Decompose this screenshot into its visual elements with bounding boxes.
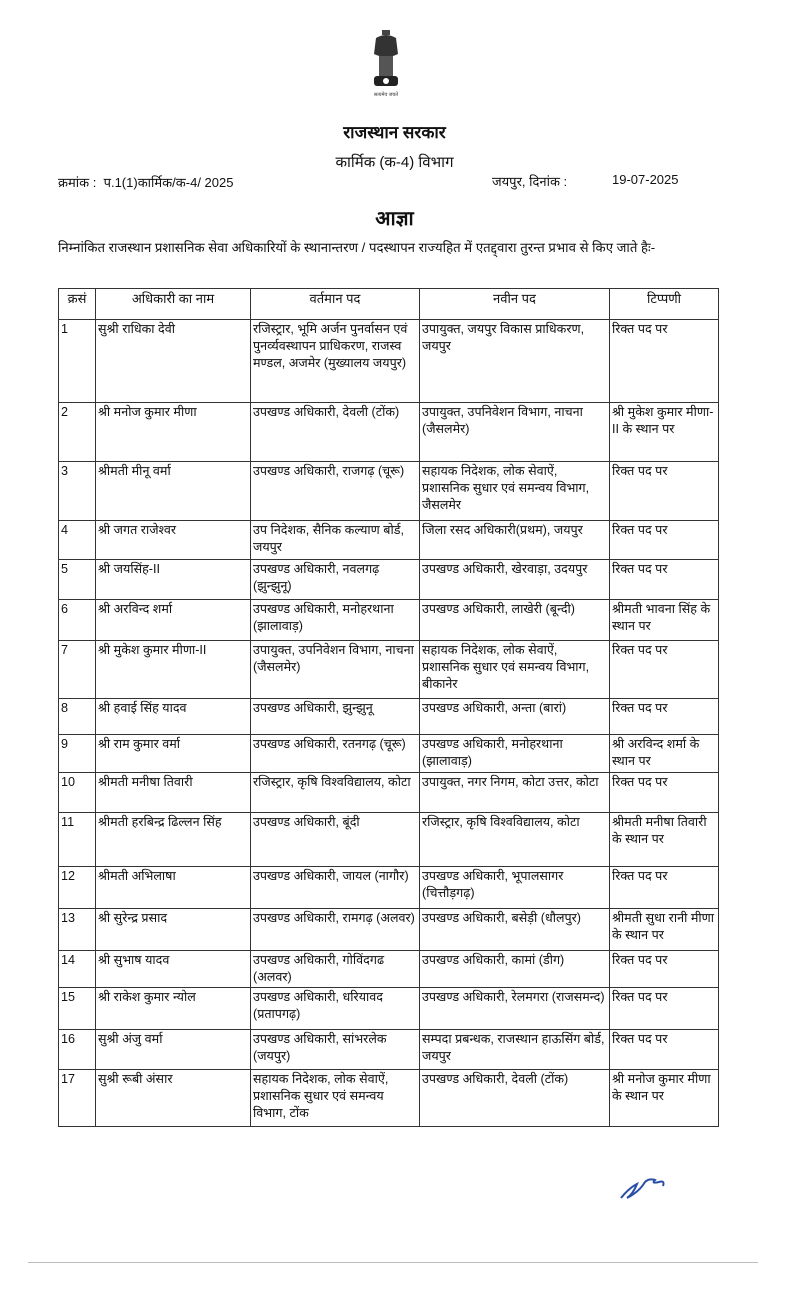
current-post-cell: उपखण्ड अधिकारी, नवलगढ़ (झुन्झुनू)	[251, 560, 420, 600]
order-title: आज्ञा	[375, 208, 414, 230]
officer-name-cell: श्री सुरेन्द्र प्रसाद	[96, 909, 251, 951]
table-row	[59, 813, 719, 867]
current-post-cell: उपखण्ड अधिकारी, झुन्झुनू	[251, 699, 420, 735]
reference-value: प.1(1)कार्मिक/क-4/ 2025	[103, 175, 234, 190]
new-post-cell: सहायक निदेशक, लोक सेवाऐं, प्रशासनिक सुधार एवं समन्वय विभाग, बीकानेर	[420, 641, 610, 699]
current-post-cell: सहायक निदेशक, लोक सेवाऐं, प्रशासनिक सुधार एवं समन्वय विभाग, टोंक	[251, 1070, 420, 1127]
serial-cell: 17	[59, 1070, 96, 1127]
serial-cell: 8	[59, 699, 96, 735]
serial-cell: 2	[59, 403, 96, 462]
column-header: अधिकारी का नाम	[96, 289, 251, 320]
column-header: टिप्पणी	[610, 289, 719, 320]
serial-cell: 3	[59, 462, 96, 521]
officer-name-cell: श्री जयसिंह-II	[96, 560, 251, 600]
table-row	[59, 773, 719, 813]
remark-cell: श्रीमती सुधा रानी मीणा के स्थान पर	[610, 909, 719, 951]
serial-cell: 9	[59, 735, 96, 773]
table-row	[59, 320, 719, 403]
table-row	[59, 699, 719, 735]
current-post-cell: उपखण्ड अधिकारी, जायल (नागौर)	[251, 867, 420, 909]
table-row	[59, 951, 719, 988]
new-post-cell: सहायक निदेशक, लोक सेवाऐं, प्रशासनिक सुधार एवं समन्वय विभाग, जैसलमेर	[420, 462, 610, 521]
table-row	[59, 1070, 719, 1127]
serial-cell: 11	[59, 813, 96, 867]
state-emblem-icon	[362, 28, 410, 98]
new-post-cell: उपखण्ड अधिकारी, देवली (टोंक)	[420, 1070, 610, 1127]
intro-text: निम्नांकित राजस्थान प्रशासनिक सेवा अधिकारियों के स्थानान्तरण / पदस्थापन राज्यहित में एतद्द्वारा तुरन्त प्रभाव से किए जाते हैः-	[58, 240, 656, 255]
remark-cell: श्री मुकेश कुमार मीणा-II के स्थान पर	[610, 403, 719, 462]
current-post-cell: उपखण्ड अधिकारी, सांभरलेक (जयपुर)	[251, 1030, 420, 1070]
table-row	[59, 641, 719, 699]
serial-cell: 13	[59, 909, 96, 951]
new-post-cell: उपखण्ड अधिकारी, अन्ता (बारां)	[420, 699, 610, 735]
serial-cell: 12	[59, 867, 96, 909]
officer-name-cell: श्री अरविन्द शर्मा	[96, 600, 251, 641]
table-row	[59, 988, 719, 1030]
svg-text:सत्यमेव जयते: सत्यमेव जयते	[373, 92, 399, 98]
footer-divider	[28, 1262, 758, 1263]
new-post-cell: उपखण्ड अधिकारी, कामां (डीग)	[420, 951, 610, 988]
new-post-cell: उपायुक्त, नगर निगम, कोटा उत्तर, कोटा	[420, 773, 610, 813]
officer-name-cell: सुश्री अंजु वर्मा	[96, 1030, 251, 1070]
remark-cell: रिक्त पद पर	[610, 641, 719, 699]
officer-name-cell: श्री मुकेश कुमार मीणा-II	[96, 641, 251, 699]
officer-name-cell: श्रीमती मीनू वर्मा	[96, 462, 251, 521]
new-post-cell: उपायुक्त, उपनिवेशन विभाग, नाचना (जैसलमेर)	[420, 403, 610, 462]
remark-cell: रिक्त पद पर	[610, 951, 719, 988]
current-post-cell: उपखण्ड अधिकारी, देवली (टोंक)	[251, 403, 420, 462]
serial-cell: 4	[59, 521, 96, 560]
transfer-table	[58, 288, 719, 1127]
current-post-cell: उपखण्ड अधिकारी, मनोहरथाना (झालावाड़)	[251, 600, 420, 641]
officer-name-cell: श्रीमती अभिलाषा	[96, 867, 251, 909]
remark-cell: रिक्त पद पर	[610, 773, 719, 813]
serial-cell: 1	[59, 320, 96, 403]
department-title: कार्मिक (क-4) विभाग	[335, 154, 454, 171]
new-post-cell: उपखण्ड अधिकारी, लाखेरी (बून्दी)	[420, 600, 610, 641]
serial-cell: 15	[59, 988, 96, 1030]
serial-cell: 6	[59, 600, 96, 641]
current-post-cell: रजिस्ट्रार, कृषि विश्वविद्यालय, कोटा	[251, 773, 420, 813]
new-post-cell: उपखण्ड अधिकारी, बसेड़ी (धौलपुर)	[420, 909, 610, 951]
table-row	[59, 600, 719, 641]
officer-name-cell: श्री जगत राजेश्वर	[96, 521, 251, 560]
new-post-cell: उपखण्ड अधिकारी, भूपालसागर (चित्तौड़गढ़)	[420, 867, 610, 909]
table-row	[59, 1030, 719, 1070]
table-row	[59, 560, 719, 600]
reference-label: क्रमांक :	[58, 175, 97, 190]
serial-cell: 10	[59, 773, 96, 813]
reference-number	[58, 173, 233, 191]
current-post-cell: उपखण्ड अधिकारी, रामगढ़ (अलवर)	[251, 909, 420, 951]
serial-cell: 7	[59, 641, 96, 699]
serial-cell: 14	[59, 951, 96, 988]
table-row	[59, 521, 719, 560]
remark-cell: श्री अरविन्द शर्मा के स्थान पर	[610, 735, 719, 773]
column-header: वर्तमान पद	[251, 289, 420, 320]
order-date: 19-07-2025	[612, 172, 679, 187]
current-post-cell: उपायुक्त, उपनिवेशन विभाग, नाचना (जैसलमेर)	[251, 641, 420, 699]
remark-cell: रिक्त पद पर	[610, 988, 719, 1030]
remark-cell: रिक्त पद पर	[610, 521, 719, 560]
table-row	[59, 462, 719, 521]
new-post-cell: उपायुक्त, जयपुर विकास प्राधिकरण, जयपुर	[420, 320, 610, 403]
officer-name-cell: सुश्री रूबी अंसार	[96, 1070, 251, 1127]
remark-cell: रिक्त पद पर	[610, 699, 719, 735]
remark-cell: रिक्त पद पर	[610, 462, 719, 521]
current-post-cell: उपखण्ड अधिकारी, राजगढ़ (चूरू)	[251, 462, 420, 521]
column-header: नवीन पद	[420, 289, 610, 320]
officer-name-cell: श्रीमती हरबिन्द्र ढिल्लन सिंह	[96, 813, 251, 867]
officer-name-cell: श्री राकेश कुमार न्योल	[96, 988, 251, 1030]
remark-cell: रिक्त पद पर	[610, 320, 719, 403]
government-title: राजस्थान सरकार	[343, 123, 446, 142]
remark-cell: रिक्त पद पर	[610, 1030, 719, 1070]
column-header: क्रसं	[59, 289, 96, 320]
serial-cell: 16	[59, 1030, 96, 1070]
new-post-cell: उपखण्ड अधिकारी, मनोहरथाना (झालावाड़)	[420, 735, 610, 773]
table-row	[59, 403, 719, 462]
current-post-cell: उपखण्ड अधिकारी, बूंदी	[251, 813, 420, 867]
remark-cell: रिक्त पद पर	[610, 867, 719, 909]
officer-name-cell: श्री राम कुमार वर्मा	[96, 735, 251, 773]
current-post-cell: उपखण्ड अधिकारी, धरियावद (प्रतापगढ़)	[251, 988, 420, 1030]
new-post-cell: सम्पदा प्रबन्धक, राजस्थान हाऊसिंग बोर्ड, जयपुर	[420, 1030, 610, 1070]
current-post-cell: उपखण्ड अधिकारी, गोविंदगढ (अलवर)	[251, 951, 420, 988]
table-row	[59, 867, 719, 909]
current-post-cell: उपखण्ड अधिकारी, रतनगढ़ (चूरू)	[251, 735, 420, 773]
officer-name-cell: श्रीमती मनीषा तिवारी	[96, 773, 251, 813]
remark-cell: श्रीमती भावना सिंह के स्थान पर	[610, 600, 719, 641]
new-post-cell: उपखण्ड अधिकारी, खेरवाड़ा, उदयपुर	[420, 560, 610, 600]
current-post-cell: रजिस्ट्रार, भूमि अर्जन पुनर्वासन एवं पुनर्व्यवस्थापन प्राधिकरण, राजस्व मण्डल, अजमेर (मुख्यालय जयपुर)	[251, 320, 420, 403]
serial-cell: 5	[59, 560, 96, 600]
officer-name-cell: सुश्री राधिका देवी	[96, 320, 251, 403]
signature	[615, 1168, 675, 1204]
remark-cell: श्री मनोज कुमार मीणा के स्थान पर	[610, 1070, 719, 1127]
table-row	[59, 735, 719, 773]
table-header-row	[59, 289, 719, 320]
remark-cell: रिक्त पद पर	[610, 560, 719, 600]
officer-name-cell: श्री सुभाष यादव	[96, 951, 251, 988]
new-post-cell: जिला रसद अधिकारी(प्रथम), जयपुर	[420, 521, 610, 560]
new-post-cell: रजिस्ट्रार, कृषि विश्वविद्यालय, कोटा	[420, 813, 610, 867]
officer-name-cell: श्री मनोज कुमार मीणा	[96, 403, 251, 462]
place-label: जयपुर, दिनांक :	[492, 174, 568, 189]
current-post-cell: उप निदेशक, सैनिक कल्याण बोर्ड, जयपुर	[251, 521, 420, 560]
officer-name-cell: श्री हवाई सिंह यादव	[96, 699, 251, 735]
remark-cell: श्रीमती मनीषा तिवारी के स्थान पर	[610, 813, 719, 867]
table-row	[59, 909, 719, 951]
new-post-cell: उपखण्ड अधिकारी, रेलमगरा (राजसमन्द)	[420, 988, 610, 1030]
